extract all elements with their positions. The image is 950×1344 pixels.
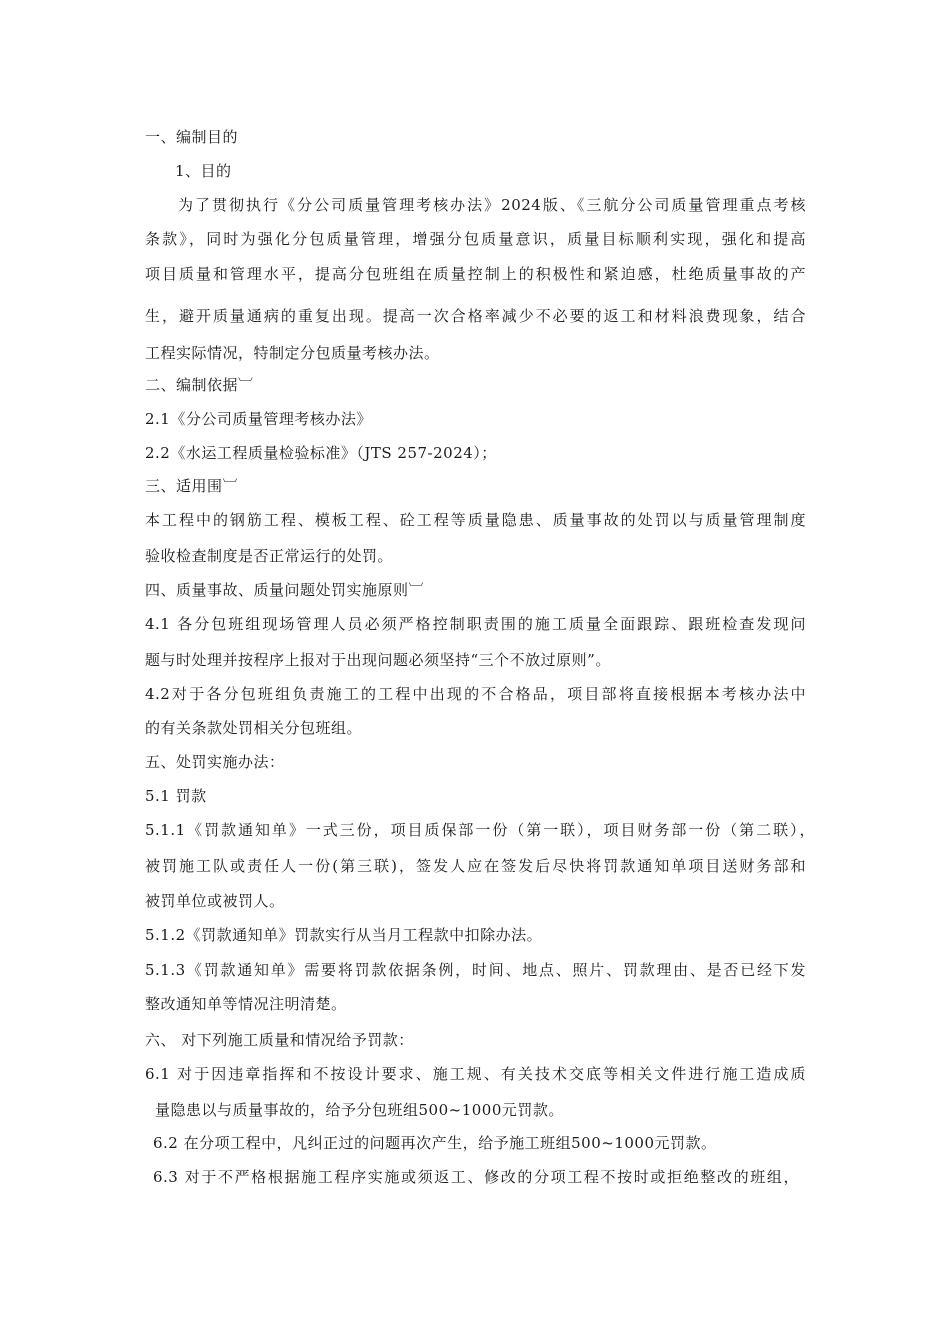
list-item: 6.3 对于不严格根据施工程序实施或须返工、修改的分项工程不按时或拒绝整改的班组， [153,1168,799,1186]
section-heading-2: 二、编制依据︺ [145,376,254,394]
section-heading-3: 三、适用围︺ [145,477,239,495]
paragraph-line: 的有关条款处罚相关分包班组。 [145,719,363,737]
paragraph-line: 被罚施工队或责任人一份(第三联)，签发人应在签发后尽快将罚款通知单项目送财务部和 [145,857,806,875]
paragraph-line: 5.1.1《罚款通知单》一式三份，项目质保部一份（第一联），项目财务部一份（第二联）， [145,821,815,839]
paragraph-line: 5.1.3《罚款通知单》需要将罚款依据条例，时间、地点、照片、罚款理由、是否已经下发 [145,961,806,979]
list-item: 6.1 对于因违章指挥和不按设计要求、施工规、有关技术交底等相关文件进行施工造成质 [145,1065,806,1083]
list-item-continuation: 量隐患以与质量事故的，给予分包班组500~1000元罚款。 [155,1101,564,1119]
section-heading-4: 四、质量事故、质量问题处罚实施原则︺ [145,581,425,599]
subsection-heading-5-1: 5.1 罚款 [145,787,207,805]
paragraph-line: 项目质量和管理水平，提高分包班组在质量控制上的积极性和紧迫感，杜绝质量事故的产 [145,265,806,283]
list-item: 2.2《水运工程质量检验标准》（JTS 257-2024）； [145,444,497,462]
paragraph-line: 条款》，同时为强化分包质量管理，增强分包质量意识，质量目标顺利实现，强化和提高 [145,230,806,248]
paragraph-line: 为了贯彻执行《分公司质量管理考核办法》2024版、《三航分公司质量管理重点考核 [178,196,806,214]
paragraph-line: 整改通知单等情况注明清楚。 [145,995,347,1013]
paragraph-line: 4.2对于各分包班组负责施工的工程中出现的不合格品，项目部将直接根据本考核办法中 [145,685,806,703]
paragraph-line: 本工程中的钢筋工程、模板工程、砼工程等质量隐患、质量事故的处罚以与质量管理制度 [145,511,806,529]
paragraph-line: 验收检查制度是否正常运行的处罚。 [145,547,394,565]
list-item: 6.2 在分项工程中，凡纠正过的问题再次产生，给予施工班组500~1000元罚款。 [153,1134,717,1152]
paragraph-line: 5.1.2《罚款通知单》罚款实行从当月工程款中扣除办法。 [145,926,543,944]
paragraph-line: 被罚单位或被罚人。 [145,892,285,910]
paragraph-line: 题与时处理并按程序上报对于出现问题必须坚持“三个不放过原则”。 [145,651,611,669]
list-item: 2.1《分公司质量管理考核办法》 [145,410,372,428]
paragraph-line: 4.1 各分包班组现场管理人员必须严格控制职责围的施工质量全面跟踪、跟班检查发现问 [145,615,806,633]
subsection-heading-1-1: 1、目的 [175,162,232,180]
paragraph-line: 生，避开质量通病的重复出现。提高一次合格率减少不必要的返工和材料浪费现象，结合 [145,307,806,325]
paragraph-line: 工程实际情况，特制定分包质量考核办法。 [145,344,440,362]
section-heading-5: 五、处罚实施办法： [145,753,285,771]
section-heading-6: 六、 对下列施工质量和情况给予罚款： [145,1031,414,1049]
section-heading-1: 一、编制目的 [145,128,239,146]
